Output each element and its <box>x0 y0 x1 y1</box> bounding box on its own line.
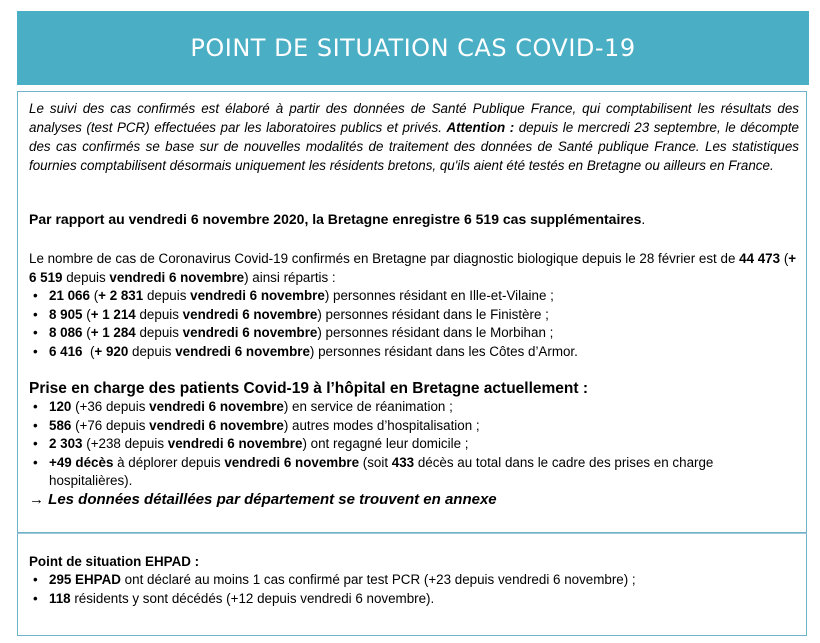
list-item: • 6 416 (+ 920 depuis vendredi 6 novembre) personnes résidant dans les Côtes d’Armor. <box>29 343 799 362</box>
deaths-text-2: décès au total dans le cadre des prises en charge hospitalières). <box>49 454 714 488</box>
ehpad-heading: Point de situation EHPAD : <box>29 554 200 569</box>
total-delta: + 6 519 <box>29 251 797 285</box>
dept-count: 8 905 <box>49 306 83 322</box>
deaths-value: +49 décès <box>49 454 114 470</box>
list-item <box>29 398 799 417</box>
dept-since: depuis <box>135 306 183 322</box>
dept-date: vendredi 6 novembre <box>175 343 310 359</box>
hosp-rest: ) ont regagné leur domicile ; <box>302 436 469 451</box>
hosp-value: 586 <box>49 417 72 433</box>
dept-since: depuis <box>128 343 176 359</box>
hosp-date: vendredi 6 novembre <box>149 417 284 433</box>
para-text-1: Le nombre de cas de Coronavirus Covid-19 confirmés en Bretagne par diagnostic biologique depuis le 28 février est de <box>29 251 740 266</box>
dept-count: 21 066 <box>49 288 90 303</box>
deaths-text-1: (soit <box>359 454 392 470</box>
deaths-mid: à déplorer depuis <box>113 454 225 470</box>
list-item <box>29 571 799 590</box>
annex-note: → Les données détaillées par département se trouvent en annexe <box>29 491 497 508</box>
hosp-date: vendredi 6 novembre <box>149 399 284 414</box>
dept-delta: + 2 831 <box>98 288 144 303</box>
dept-rest: ) personnes résidant dans les Côtes d’Armor. <box>309 343 578 359</box>
dept-since: depuis <box>143 288 191 303</box>
intro-text-2: depuis le mercredi 23 septembre, le décompte des cas confirmés se base sur de nouvelles modalités de traitement des données de Santé publique France. Les statistiques fournies comptabilisent désormais uniquement les résidents bretons, qu'ils aient été testés en Bretagne ou ailleurs en France. <box>29 120 799 173</box>
title-banner <box>17 11 809 85</box>
dept-date: vendredi 6 novembre <box>190 288 325 303</box>
list-item <box>29 454 799 491</box>
ehpad-bold: 295 EHPAD <box>49 572 121 587</box>
list-item: • 21 066 (+ 2 831 depuis vendredi 6 novembre) personnes résidant en Ille-et-Vilaine ; <box>29 287 799 306</box>
dept-since: depuis <box>135 325 183 340</box>
list-item: • 8 086 (+ 1 284 depuis vendredi 6 novembre) personnes résidant dans le Morbihan ; <box>29 324 799 343</box>
list-item <box>29 590 799 609</box>
dept-date: vendredi 6 novembre <box>182 325 318 340</box>
hosp-date: vendredi 6 novembre <box>167 436 303 451</box>
para-text-2: ( <box>780 251 789 266</box>
ehpad-bold: 118 <box>49 590 71 606</box>
dept-rest: ) personnes résidant dans le Finistère ; <box>317 306 549 322</box>
list-item <box>29 435 799 454</box>
list-item: • 8 905 (+ 1 214 depuis vendredi 6 novembre) personnes résidant dans le Finistère ; <box>29 306 799 325</box>
total-cases: 44 473 <box>739 251 781 266</box>
deaths-total: 433 <box>391 454 415 470</box>
hospital-heading: Prise en charge des patients Covid-19 à l’hôpital en Bretagne actuellement : <box>29 380 589 397</box>
ehpad-rest: ont déclaré au moins 1 cas confirmé par test PCR (+23 depuis vendredi 6 novembre) ; <box>120 572 636 587</box>
hospital-list <box>29 398 799 491</box>
attention-label: Attention : <box>446 120 515 135</box>
hosp-mid: (+76 depuis <box>71 417 150 433</box>
dept-rest: ) personnes résidant dans le Morbihan ; <box>317 325 554 340</box>
intro-paragraph <box>29 99 799 175</box>
ehpad-list <box>29 571 799 608</box>
deaths-date: vendredi 6 novembre <box>224 454 360 470</box>
hosp-mid: (+36 depuis <box>71 399 150 414</box>
lead-summary <box>29 210 799 229</box>
hosp-value: 2 303 <box>49 436 83 451</box>
para-date: vendredi 6 novembre <box>109 270 245 285</box>
dept-count: 6 416 <box>49 343 83 359</box>
para-text-4: ) ainsi répartis : <box>244 270 336 285</box>
dept-delta: + 920 <box>94 343 129 359</box>
intro-text-1: Le suivi des cas confirmés est élaboré à partir des données de Santé Publique France, qui comptabilisent les résultats des analyses (test PCR) effectuées par les laboratoires publics et privés. <box>29 101 799 135</box>
para-text-3: depuis <box>62 270 110 285</box>
lead-dot: . <box>641 211 646 227</box>
dept-rest: ) personnes résidant en Ille-et-Vilaine ; <box>324 288 554 303</box>
page-title: POINT DE SITUATION CAS COVID-19 <box>190 34 636 62</box>
hosp-value: 120 <box>49 399 72 414</box>
cases-paragraph <box>29 249 799 287</box>
hosp-rest: ) autres modes d’hospitalisation ; <box>283 417 480 433</box>
ehpad-rest: résidents y sont décédés (+12 depuis vendredi 6 novembre). <box>70 590 435 606</box>
dept-delta: + 1 214 <box>90 306 136 322</box>
dept-date: vendredi 6 novembre <box>182 306 318 322</box>
lead-text: Par rapport au vendredi 6 novembre 2020, la Bretagne enregistre 6 519 cas supplémentaires <box>29 211 642 227</box>
department-list <box>29 287 799 361</box>
dept-delta: + 1 284 <box>90 325 136 340</box>
list-item <box>29 417 799 436</box>
hosp-rest: ) en service de réanimation ; <box>283 399 453 414</box>
hosp-mid: (+238 depuis <box>82 436 168 451</box>
dept-count: 8 086 <box>49 325 83 340</box>
